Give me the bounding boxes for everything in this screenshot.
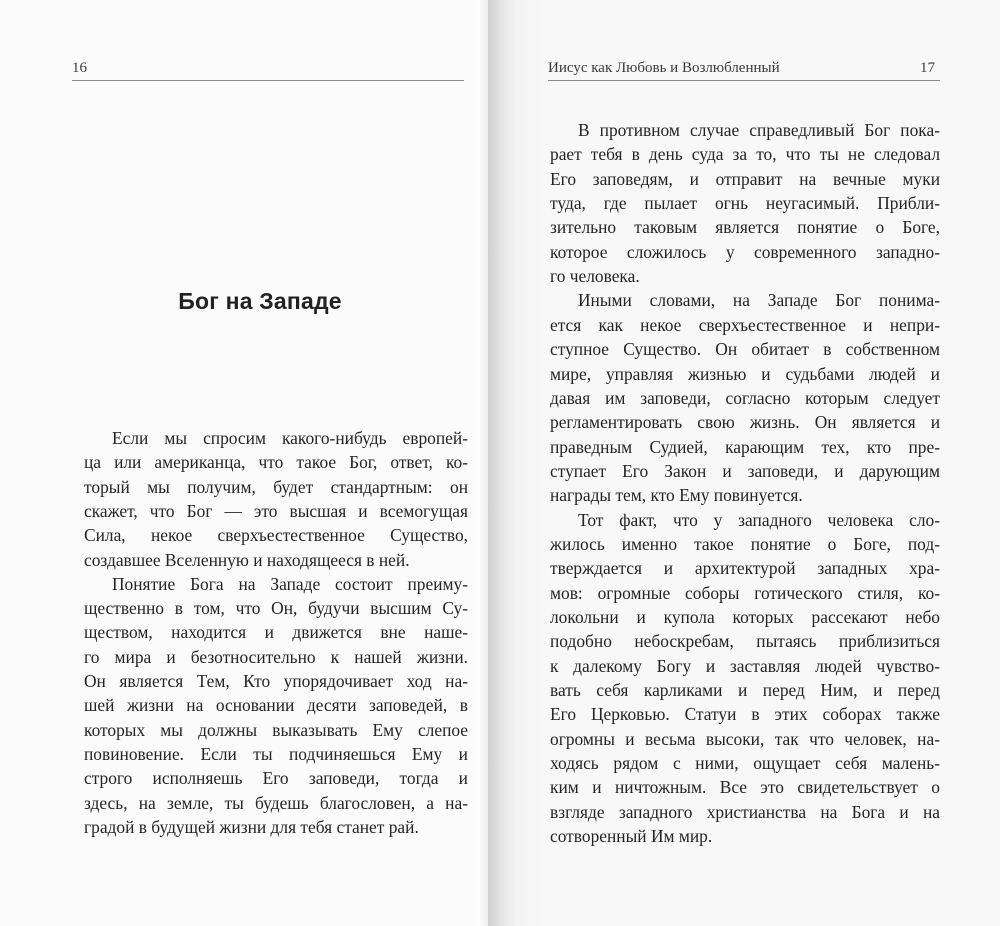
text-line: взгляде западного христианства на Бога и на bbox=[550, 801, 940, 822]
right-page-number: 17 bbox=[920, 60, 935, 76]
text-line: строго исполняешь Его заповеди, тогда и bbox=[84, 768, 468, 789]
text-line: ется как некое сверхъестественное и непри- bbox=[550, 314, 940, 335]
text-line: вать себя карликами и перед Ним, и перед bbox=[550, 680, 940, 701]
text-line: го мира и безотносительно к нашей жизни. bbox=[84, 646, 468, 667]
text-line: В противном случае справедливый Бог пока- bbox=[578, 120, 940, 140]
left-page-number: 16 bbox=[72, 60, 87, 76]
text-line: го человека. bbox=[550, 266, 640, 287]
chapter-title: Бог на Западе bbox=[178, 288, 342, 314]
text-line: Сила, некое сверхъестественное Существо, bbox=[84, 525, 468, 546]
text-line: давая им заповеди, согласно которым следует bbox=[550, 387, 940, 408]
text-line: торый мы получим, будет стандартным: он bbox=[84, 476, 468, 497]
text-line: Иными словами, на Западе Бог понима- bbox=[578, 290, 940, 311]
text-line: которых мы должны выказывать Ему слепое bbox=[84, 719, 468, 740]
text-line: туда, где пылает огнь неугасимый. Прибли- bbox=[550, 193, 940, 214]
text-line: Его Церковью. Статуи в этих соборах также bbox=[550, 704, 940, 725]
text-line: праведным Судией, карающим тех, кто пре- bbox=[550, 436, 940, 457]
text-line: мов: огромные соборы готического стиля, ко- bbox=[550, 582, 940, 603]
text-line: мире, управляя жизнью и судьбами людей и bbox=[550, 363, 940, 384]
right-page bbox=[488, 0, 1000, 926]
text-line: жилось именно такое понятие о Боге, под- bbox=[550, 533, 940, 554]
text-line: ступное Существо. Он обитает в собственном bbox=[550, 339, 940, 360]
text-line: рает тебя в день суда за то, что ты не следовал bbox=[550, 144, 940, 165]
text-line: ким и ничтожным. Все это свидетельствует о bbox=[550, 777, 940, 798]
text-line: огромны и весьма высоки, так что человек, на- bbox=[550, 728, 940, 749]
text-line: скажет, что Бог — это высшая и всемогущая bbox=[84, 500, 468, 521]
text-line: Понятие Бога на Западе состоит преиму- bbox=[112, 573, 468, 594]
text-line: которое сложилось у современного западно- bbox=[550, 241, 940, 262]
text-line: ществом, находится и движется вне наше- bbox=[84, 622, 468, 643]
text-line: шей жизни на основании десяти заповедей, в bbox=[84, 695, 468, 716]
text-line: Он является Тем, Кто упорядочивает ход на- bbox=[84, 671, 468, 691]
text-line: щественно в том, что Он, будучи высшим Су- bbox=[84, 598, 468, 619]
text-line: к далекому Богу и заставляя людей чувство- bbox=[550, 655, 940, 676]
text-line: создавшее Вселенную и находящееся в ней. bbox=[84, 549, 410, 570]
text-line: подобно небоскребам, пытаясь приблизиться bbox=[550, 631, 940, 652]
text-line: зительно таковым является понятие о Боге, bbox=[550, 217, 940, 238]
text-line: повиновение. Если ты подчиняешься Ему и bbox=[84, 743, 468, 764]
right-header-rule bbox=[548, 80, 940, 81]
text-line: сотворенный Им мир. bbox=[550, 826, 713, 847]
text-line: Его заповедям, и отправит на вечные муки bbox=[550, 168, 940, 189]
text-line: градой в будущей жизни для тебя станет рай. bbox=[84, 816, 419, 837]
left-header-rule bbox=[72, 80, 464, 81]
text-line: здесь, на земле, ты будешь благословен, а на- bbox=[84, 792, 468, 813]
text-line: ца или американца, что такое Бог, ответ, ко- bbox=[84, 452, 468, 473]
running-title: Иисус как Любовь и Возлюбленный bbox=[548, 60, 780, 76]
text-line: регламентировать свою жизнь. Он является и bbox=[550, 412, 940, 433]
text-line: награды тем, кто Ему повинуется. bbox=[550, 485, 803, 506]
text-line: ступает Его Закон и заповеди, и дарующим bbox=[550, 460, 940, 481]
text-line: Тот факт, что у западного человека сло- bbox=[578, 509, 940, 530]
text-line: тверждается и архитектурой западных хра- bbox=[550, 558, 940, 579]
text-line: Если мы спросим какого-нибудь европей- bbox=[112, 428, 468, 448]
text-line: локольни и купола которых рассекают небо bbox=[550, 607, 940, 627]
text-line: ходясь рядом с ними, ощущает себя малень- bbox=[550, 753, 940, 774]
